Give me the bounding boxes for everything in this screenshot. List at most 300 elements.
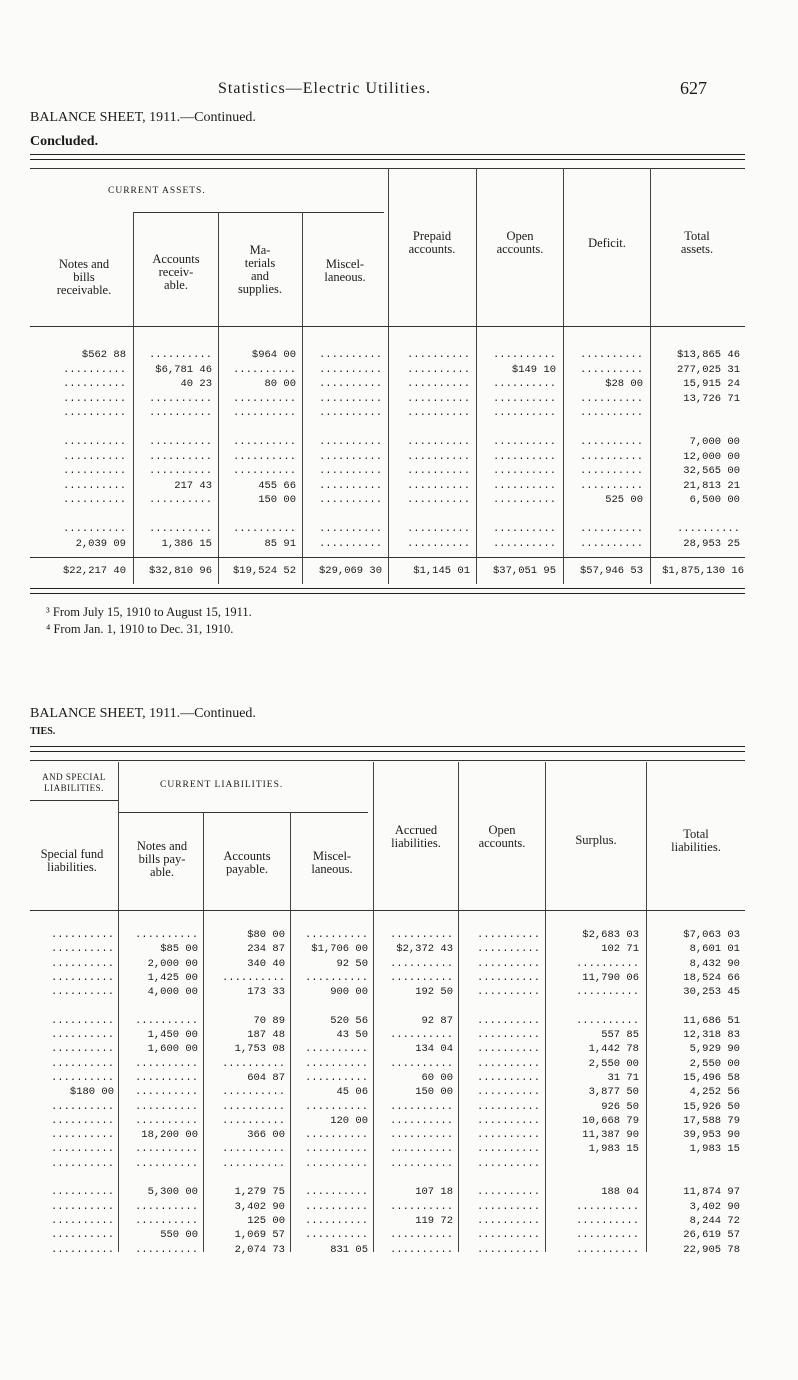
table-cell: .......... [232,407,296,419]
table-cell: .......... [406,363,470,376]
table-cell: .......... [50,1014,114,1027]
table-cell: .......... [492,436,556,448]
table-cell: .......... [476,986,540,999]
table-cell: .......... [50,1229,114,1242]
table-cell: .......... [50,1043,114,1056]
table-cell: 8,432 90 [689,957,740,970]
table-cell: .......... [50,1071,114,1084]
assets-col-divider [476,168,477,584]
table-cell: .......... [134,1243,198,1256]
table-cell [292,999,368,1013]
table-cell: 192 50 [415,986,453,999]
table-cell: 119 72 [415,1214,453,1227]
table-cell: 21,813 21 [683,479,740,492]
table-cell: .......... [476,1057,540,1070]
table-cell: .......... [476,1143,540,1156]
table-cell: .......... [579,349,643,361]
assets-total: $1,875,130 16 [662,565,744,577]
table-cell: .......... [389,1200,453,1213]
liabilities-col-4-values [375,928,453,1257]
table-cell: .......... [50,1157,114,1170]
assets-col-4-values [390,348,470,551]
table-cell: .......... [50,943,114,956]
table-cell: .......... [476,1200,540,1213]
table-cell: 455 66 [258,479,296,492]
table-cell: .......... [148,349,212,361]
table-cell: .......... [318,392,382,405]
table-cell: .......... [476,1186,540,1199]
footnote: ⁴ From Jan. 1, 1910 to Dec. 31, 1910. [46,622,234,636]
table-cell: 11,387 90 [582,1129,639,1142]
table-cell: .......... [575,1229,639,1242]
liabilities-header-rule [30,910,745,911]
table-cell: .......... [62,450,126,463]
assets-col-6-values [565,348,643,551]
table-cell: 85 91 [264,537,296,550]
table-cell [304,421,382,436]
table-cell: 173 33 [247,986,285,999]
assets-col-divider [133,212,134,584]
table-cell: 26,619 57 [683,1229,740,1242]
current-liabilities-header: CURRENT LIABILITIES. [160,780,284,790]
table-cell: .......... [318,349,382,361]
liabilities-group-underline [118,812,368,813]
table-cell: .......... [579,450,643,463]
table-cell [292,1171,368,1185]
table-cell [136,508,212,523]
table-cell: 11,686 51 [683,1014,740,1027]
table-cell: .......... [406,450,470,463]
table-cell: .......... [304,1100,368,1113]
table-cell: .......... [304,971,368,984]
table-cell: $964 00 [251,349,296,361]
table-cell: .......... [492,378,556,390]
assets-bottom-rule [30,588,745,594]
table-cell: 40 23 [180,378,212,390]
table-cell: .......... [676,523,740,535]
liabilities-col-divider [373,762,374,1252]
table-cell: .......... [476,957,540,970]
table-cell: .......... [221,971,285,984]
table-cell: .......... [50,971,114,984]
table-cell: 520 56 [330,1014,368,1027]
table-cell: .......... [575,1200,639,1213]
table-cell: $6,781 46 [155,363,212,376]
table-cell: $180 00 [69,1086,114,1099]
table-cell [565,508,643,523]
table-cell: .......... [62,479,126,492]
assets-total: $32,810 96 [148,565,212,577]
table-cell: 4,252 56 [689,1086,740,1099]
assets-top-rule [30,154,745,160]
table-cell: .......... [148,407,212,419]
table-cell: 1,279 75 [234,1186,285,1199]
liabilities-col-divider [646,762,647,1252]
liabilities-subcaption: TIES. [30,726,56,737]
table-cell: .......... [579,465,643,477]
table-cell: .......... [50,929,114,941]
table-cell [648,1157,740,1171]
table-cell: 13,726 71 [683,392,740,405]
table-cell: 1,386 15 [161,537,212,550]
table-cell: .......... [232,392,296,405]
assets-col-header: Ma- terials and supplies. [237,243,283,296]
table-cell: .......... [492,450,556,463]
liabilities-col-2-values [205,928,285,1257]
assets-col-7-values [652,348,740,551]
table-cell: .......... [50,1186,114,1199]
table-cell: .......... [492,392,556,405]
table-cell: .......... [406,523,470,535]
table-cell [375,1171,453,1185]
table-cell: .......... [50,1243,114,1256]
running-head: Statistics—Electric Utilities. [218,80,432,97]
table-cell [390,508,470,523]
table-cell: $7,063 03 [683,929,740,941]
table-cell [652,406,740,421]
table-cell [36,421,126,436]
table-cell: 17,588 79 [683,1114,740,1127]
table-cell: .......... [134,1200,198,1213]
table-cell: .......... [62,392,126,405]
table-cell [205,1171,285,1185]
table-cell: .......... [579,392,643,405]
table-cell [304,508,382,523]
table-cell: .......... [406,349,470,361]
table-cell: .......... [476,1214,540,1227]
table-cell: .......... [50,1100,114,1113]
table-cell: .......... [221,1157,285,1170]
table-cell: .......... [579,436,643,448]
assets-total: $29,069 30 [318,565,382,577]
liabilities-col-1-values [120,928,198,1257]
table-cell: 10,668 79 [582,1114,639,1127]
table-cell [30,1171,114,1185]
special-liabilities-header: AND SPECIAL LIABILITIES. [42,772,106,793]
table-cell: $2,372 43 [396,943,453,956]
table-cell: 39,953 90 [683,1129,740,1142]
table-cell: 1,600 00 [147,1043,198,1056]
table-cell: 107 18 [415,1186,453,1199]
assets-col-header: Accounts receiv- able. [152,252,200,292]
table-cell: .......... [304,1043,368,1056]
table-cell [547,999,639,1013]
table-cell [648,999,740,1013]
table-cell [478,508,556,523]
table-cell: .......... [406,392,470,405]
table-cell: 125 00 [247,1214,285,1227]
table-cell: .......... [579,407,643,419]
table-cell [390,421,470,436]
table-cell: 831 05 [330,1243,368,1256]
table-cell [460,999,540,1013]
table-cell: 1,450 00 [147,1029,198,1042]
table-cell: $13,865 46 [676,349,740,361]
table-cell: 45 06 [336,1086,368,1099]
table-cell: .......... [406,494,470,506]
table-cell: 150 00 [415,1086,453,1099]
table-cell: .......... [389,1143,453,1156]
table-cell: .......... [476,929,540,941]
table-cell: $80 00 [247,929,285,941]
table-cell: 366 00 [247,1129,285,1142]
liabilities-col-divider [458,762,459,1252]
table-cell: 32,565 00 [683,465,740,477]
table-cell: .......... [476,1029,540,1042]
table-cell: .......... [318,363,382,376]
table-cell: 1,069 57 [234,1229,285,1242]
table-cell: .......... [50,1057,114,1070]
table-cell: .......... [389,1100,453,1113]
assets-col-header: Total assets. [680,229,714,256]
table-cell: .......... [318,523,382,535]
liabilities-top-rule [30,746,745,752]
assets-totals-rule [30,557,745,558]
table-cell: .......... [148,436,212,448]
table-cell: .......... [134,1057,198,1070]
table-cell: 8,601 01 [689,943,740,956]
table-cell: .......... [50,957,114,970]
table-cell: .......... [579,479,643,492]
table-cell: 550 00 [160,1229,198,1242]
table-cell: .......... [492,349,556,361]
table-cell: .......... [221,1143,285,1156]
table-cell: .......... [492,479,556,492]
table-cell: .......... [134,1071,198,1084]
table-cell: .......... [575,1243,639,1256]
table-cell [375,999,453,1013]
table-cell [30,999,114,1013]
table-cell: .......... [406,407,470,419]
table-cell: .......... [50,1029,114,1042]
table-cell: .......... [134,1214,198,1227]
table-cell: 2,550 00 [588,1057,639,1070]
table-cell: $28 00 [605,378,643,390]
table-cell: .......... [492,523,556,535]
assets-col-header: Miscel- laneous. [324,257,366,284]
table-cell: 92 50 [336,957,368,970]
table-cell: .......... [134,1100,198,1113]
table-cell: .......... [318,494,382,506]
table-cell: .......... [304,1186,368,1199]
table-cell: $149 10 [511,363,556,376]
table-cell: .......... [318,407,382,419]
assets-total: $1,145 01 [413,565,470,577]
table-cell: .......... [476,1100,540,1113]
table-cell [648,1171,740,1185]
liabilities-col-3-values [292,928,368,1257]
assets-col-divider [302,212,303,584]
table-cell [547,1157,639,1171]
table-cell: 3,877 50 [588,1086,639,1099]
table-cell: .......... [304,1057,368,1070]
table-cell: .......... [50,1143,114,1156]
table-cell: .......... [389,1114,453,1127]
footnote: ³ From July 15, 1910 to August 15, 1911. [46,605,252,619]
table-cell: .......... [134,1014,198,1027]
assets-subcaption: Concluded. [30,134,99,149]
table-cell: .......... [50,1214,114,1227]
table-cell: $1,706 00 [311,943,368,956]
assets-col-header: Deficit. [588,236,626,250]
table-cell: .......... [221,1086,285,1099]
table-cell: 8,244 72 [689,1214,740,1227]
table-cell: .......... [318,479,382,492]
table-cell: .......... [389,1243,453,1256]
table-cell: .......... [492,494,556,506]
table-cell: .......... [232,465,296,477]
liabilities-col-0-values [30,928,114,1257]
table-cell: .......... [221,1057,285,1070]
table-cell: .......... [406,537,470,550]
liabilities-col-6-values [547,928,639,1257]
page-number: 627 [680,78,707,98]
assets-col-divider [218,212,219,584]
table-cell: .......... [579,363,643,376]
table-cell: .......... [492,537,556,550]
table-cell [220,508,296,523]
table-cell: 15,926 50 [683,1100,740,1113]
table-cell: .......... [318,436,382,448]
liabilities-col-header: Open accounts. [478,823,526,850]
table-cell: 7,000 00 [689,436,740,448]
table-cell: .......... [492,465,556,477]
table-cell: .......... [476,971,540,984]
table-cell [460,1171,540,1185]
assets-col-3-values [304,348,382,551]
table-cell: .......... [476,1229,540,1242]
table-cell: .......... [476,1243,540,1256]
table-cell: .......... [476,1043,540,1056]
table-cell: .......... [148,465,212,477]
table-cell: .......... [575,1214,639,1227]
table-cell: 557 85 [601,1029,639,1042]
table-cell: .......... [575,957,639,970]
table-cell: 6,500 00 [689,494,740,506]
table-cell: 1,442 78 [588,1043,639,1056]
table-cell [565,421,643,436]
assets-total: $19,524 52 [232,565,296,577]
table-cell: 1,983 15 [588,1143,639,1156]
table-cell: 11,874 97 [683,1186,740,1199]
table-cell: $2,683 03 [582,929,639,941]
table-cell: 2,000 00 [147,957,198,970]
table-cell: .......... [476,1114,540,1127]
table-cell [136,421,212,436]
table-cell: .......... [389,1057,453,1070]
table-cell: .......... [579,523,643,535]
table-cell: .......... [50,1129,114,1142]
table-cell: 102 71 [601,943,639,956]
table-cell [478,421,556,436]
table-cell: 18,524 66 [683,971,740,984]
table-cell: .......... [389,1157,453,1170]
liabilities-col-5-values [460,928,540,1257]
assets-col-header: Open accounts. [496,229,544,256]
table-cell: 604 87 [247,1071,285,1084]
liabilities-col-header: Total liabilities. [671,827,721,854]
table-cell: 340 40 [247,957,285,970]
table-cell: 234 87 [247,943,285,956]
table-cell: .......... [62,407,126,419]
table-cell: .......... [232,450,296,463]
table-cell: 187 48 [247,1029,285,1042]
table-cell [547,1171,639,1185]
table-cell: 134 04 [415,1043,453,1056]
table-cell: 2,039 09 [75,537,126,550]
table-cell: .......... [476,1071,540,1084]
table-cell: 12,000 00 [683,450,740,463]
table-cell: .......... [304,1129,368,1142]
table-cell: .......... [304,1157,368,1170]
table-cell: .......... [62,436,126,448]
table-cell: .......... [575,986,639,999]
table-cell: .......... [50,986,114,999]
table-cell: 1,983 15 [689,1143,740,1156]
table-cell: .......... [134,1114,198,1127]
table-cell: 18,200 00 [141,1129,198,1142]
table-cell: 15,496 58 [683,1071,740,1084]
table-cell: 31 71 [607,1071,639,1084]
assets-col-2-values [220,348,296,551]
liabilities-col-divider [545,762,546,1252]
assets-total: $22,217 40 [62,565,126,577]
table-cell: $562 88 [81,349,126,361]
table-cell: 900 00 [330,986,368,999]
table-cell: .......... [304,1071,368,1084]
table-cell [120,1171,198,1185]
table-cell: .......... [304,1214,368,1227]
table-cell: .......... [50,1200,114,1213]
table-cell: 28,953 25 [683,537,740,550]
liabilities-col-divider [290,812,291,1252]
table-cell: .......... [304,1143,368,1156]
table-cell: .......... [62,494,126,506]
table-cell: .......... [406,378,470,390]
table-cell: .......... [476,1129,540,1142]
assets-col-divider [650,168,651,584]
assets-total: $37,051 95 [492,565,556,577]
table-cell: .......... [304,1200,368,1213]
table-cell: 30,253 45 [683,986,740,999]
table-cell: .......... [389,1029,453,1042]
table-cell: .......... [476,943,540,956]
table-cell: 525 00 [605,494,643,506]
liabilities-col-header: Surplus. [575,833,617,847]
table-cell: .......... [476,1086,540,1099]
liabilities-col-header: Miscel- laneous. [311,849,353,876]
table-cell: .......... [148,494,212,506]
table-cell: 1,753 08 [234,1043,285,1056]
table-cell: 277,025 31 [676,363,740,376]
table-cell: .......... [389,1229,453,1242]
liabilities-col-header: Special fund liabilities. [40,847,104,874]
assets-col-5-values [478,348,556,551]
table-cell: 2,550 00 [689,1057,740,1070]
table-cell: .......... [50,1114,114,1127]
liabilities-col-7-values [648,928,740,1257]
table-cell [220,421,296,436]
liabilities-caption: BALANCE SHEET, 1911.—Continued. [30,706,256,721]
assets-caption: BALANCE SHEET, 1911.—Continued. [30,110,256,125]
liabilities-col-header: Accrued liabilities. [391,823,441,850]
table-cell: 22,905 78 [683,1243,740,1256]
current-assets-underline [134,212,384,213]
liabilities-col-header: Notes and bills pay- able. [136,839,188,879]
table-cell: .......... [134,929,198,941]
table-cell: .......... [134,1157,198,1170]
table-cell: 4,000 00 [147,986,198,999]
